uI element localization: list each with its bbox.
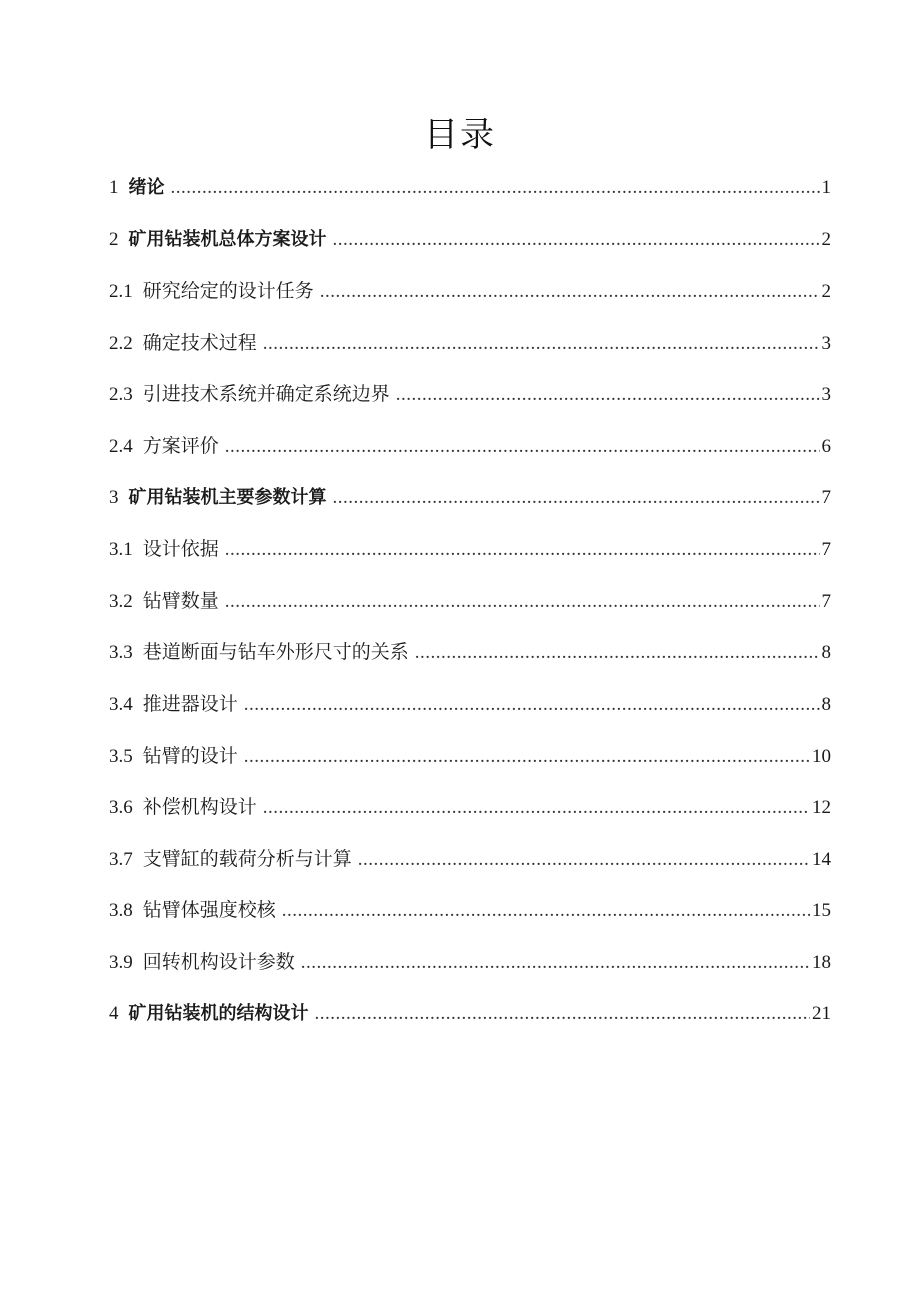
toc-entry[interactable] <box>109 632 831 684</box>
toc-entry-page: 15 <box>812 900 831 922</box>
toc-entry-number: 3 <box>109 486 119 508</box>
toc-entry[interactable] <box>109 478 831 530</box>
toc-entry-number: 4 <box>109 1002 119 1024</box>
toc-entry-page: 8 <box>821 693 831 715</box>
toc-entry[interactable] <box>109 323 831 375</box>
toc-entry-title: 钻臂数量 <box>142 589 219 612</box>
toc-entry-page: 6 <box>821 435 831 457</box>
dot-leader <box>225 427 820 467</box>
toc-entry-page: 7 <box>821 486 831 508</box>
toc-entry-number: 3.4 <box>109 693 133 715</box>
toc-entry-title: 补偿机构设计 <box>142 796 257 819</box>
dot-leader <box>301 943 810 983</box>
toc-entry[interactable] <box>109 684 831 736</box>
toc-entry-page: 2 <box>821 228 831 250</box>
toc-entry-page: 7 <box>821 590 831 612</box>
dot-leader <box>282 891 810 931</box>
dot-leader <box>333 478 820 518</box>
toc-entry-title: 钻臂的设计 <box>142 744 238 767</box>
toc-entry-number: 3.3 <box>109 642 133 664</box>
toc-entry-number: 3.6 <box>109 797 133 819</box>
toc-entry-number: 3.2 <box>109 590 133 612</box>
toc-entry-title: 引进技术系统并确定系统边界 <box>142 383 390 406</box>
toc-entry-page: 2 <box>821 281 831 303</box>
toc-entry-page: 8 <box>821 642 831 664</box>
dot-leader <box>263 324 820 364</box>
dot-leader <box>396 375 820 415</box>
toc-entry-title: 方案评价 <box>142 434 219 457</box>
toc-entry-title: 推进器设计 <box>142 692 238 715</box>
toc-entry-number: 1 <box>109 177 119 198</box>
dot-leader <box>244 737 810 777</box>
toc-entry-number: 2.1 <box>109 281 133 303</box>
toc-entry[interactable] <box>109 426 831 478</box>
toc-entry-number: 3.8 <box>109 900 133 922</box>
toc-entry[interactable] <box>109 581 831 633</box>
toc-entry-page: 3 <box>821 332 831 354</box>
toc-entry[interactable] <box>109 890 831 942</box>
toc-entry-title: 设计依据 <box>142 538 219 561</box>
toc-entry-title: 钻臂体强度校核 <box>142 899 276 922</box>
dot-leader <box>320 272 820 312</box>
toc-entry[interactable] <box>109 271 831 323</box>
dot-leader <box>333 220 820 260</box>
toc-entry[interactable] <box>109 942 831 994</box>
toc-entry-page: 14 <box>812 848 831 870</box>
toc-entry-page: 21 <box>812 1002 831 1024</box>
toc-entry[interactable] <box>109 168 831 220</box>
toc-entry-number: 3.5 <box>109 745 133 767</box>
toc-entry-page: 3 <box>821 384 831 406</box>
toc-entry-title: 巷道断面与钻车外形尺寸的关系 <box>142 641 409 664</box>
toc-entry[interactable] <box>109 736 831 788</box>
dot-leader <box>225 530 820 570</box>
dot-leader <box>263 788 810 828</box>
dot-leader <box>171 168 820 208</box>
toc-entry-title: 研究给定的设计任务 <box>142 280 314 303</box>
toc-entry-title: 回转机构设计参数 <box>142 950 295 973</box>
dot-leader <box>415 633 820 673</box>
toc-entry[interactable] <box>109 529 831 581</box>
toc-entry[interactable] <box>109 839 831 891</box>
toc-entry[interactable] <box>109 220 831 272</box>
toc-entry[interactable] <box>109 787 831 839</box>
toc-entry-page: 1 <box>821 177 831 198</box>
toc-entry-title: 矿用钻装机的结构设计 <box>128 1002 309 1024</box>
dot-leader <box>244 685 820 725</box>
toc-entry[interactable] <box>109 374 831 426</box>
toc-entry[interactable] <box>109 994 831 1046</box>
toc-entry-title: 确定技术过程 <box>142 331 257 354</box>
dot-leader <box>315 994 811 1034</box>
dot-leader <box>225 582 820 622</box>
toc-entry-page: 10 <box>812 745 831 767</box>
toc-title: 目录 <box>424 115 496 155</box>
toc-entry-number: 2.2 <box>109 332 133 354</box>
toc-entry-page: 18 <box>812 951 831 973</box>
toc-entry-title: 矿用钻装机主要参数计算 <box>128 486 327 508</box>
toc-entry-number: 3.7 <box>109 848 133 870</box>
toc-entry-page: 12 <box>812 797 831 819</box>
toc-entry-number: 2.3 <box>109 384 133 406</box>
toc-entry-title: 绪论 <box>128 177 165 198</box>
toc-entry-number: 2 <box>109 228 119 250</box>
toc-entry-number: 3.1 <box>109 539 133 561</box>
toc-entry-title: 支臂缸的载荷分析与计算 <box>142 847 352 870</box>
toc-entry-number: 3.9 <box>109 951 133 973</box>
toc-entry-page: 7 <box>821 539 831 561</box>
dot-leader <box>358 840 810 880</box>
toc-list <box>109 168 831 1045</box>
toc-entry-number: 2.4 <box>109 435 133 457</box>
toc-entry-title: 矿用钻装机总体方案设计 <box>128 228 327 250</box>
